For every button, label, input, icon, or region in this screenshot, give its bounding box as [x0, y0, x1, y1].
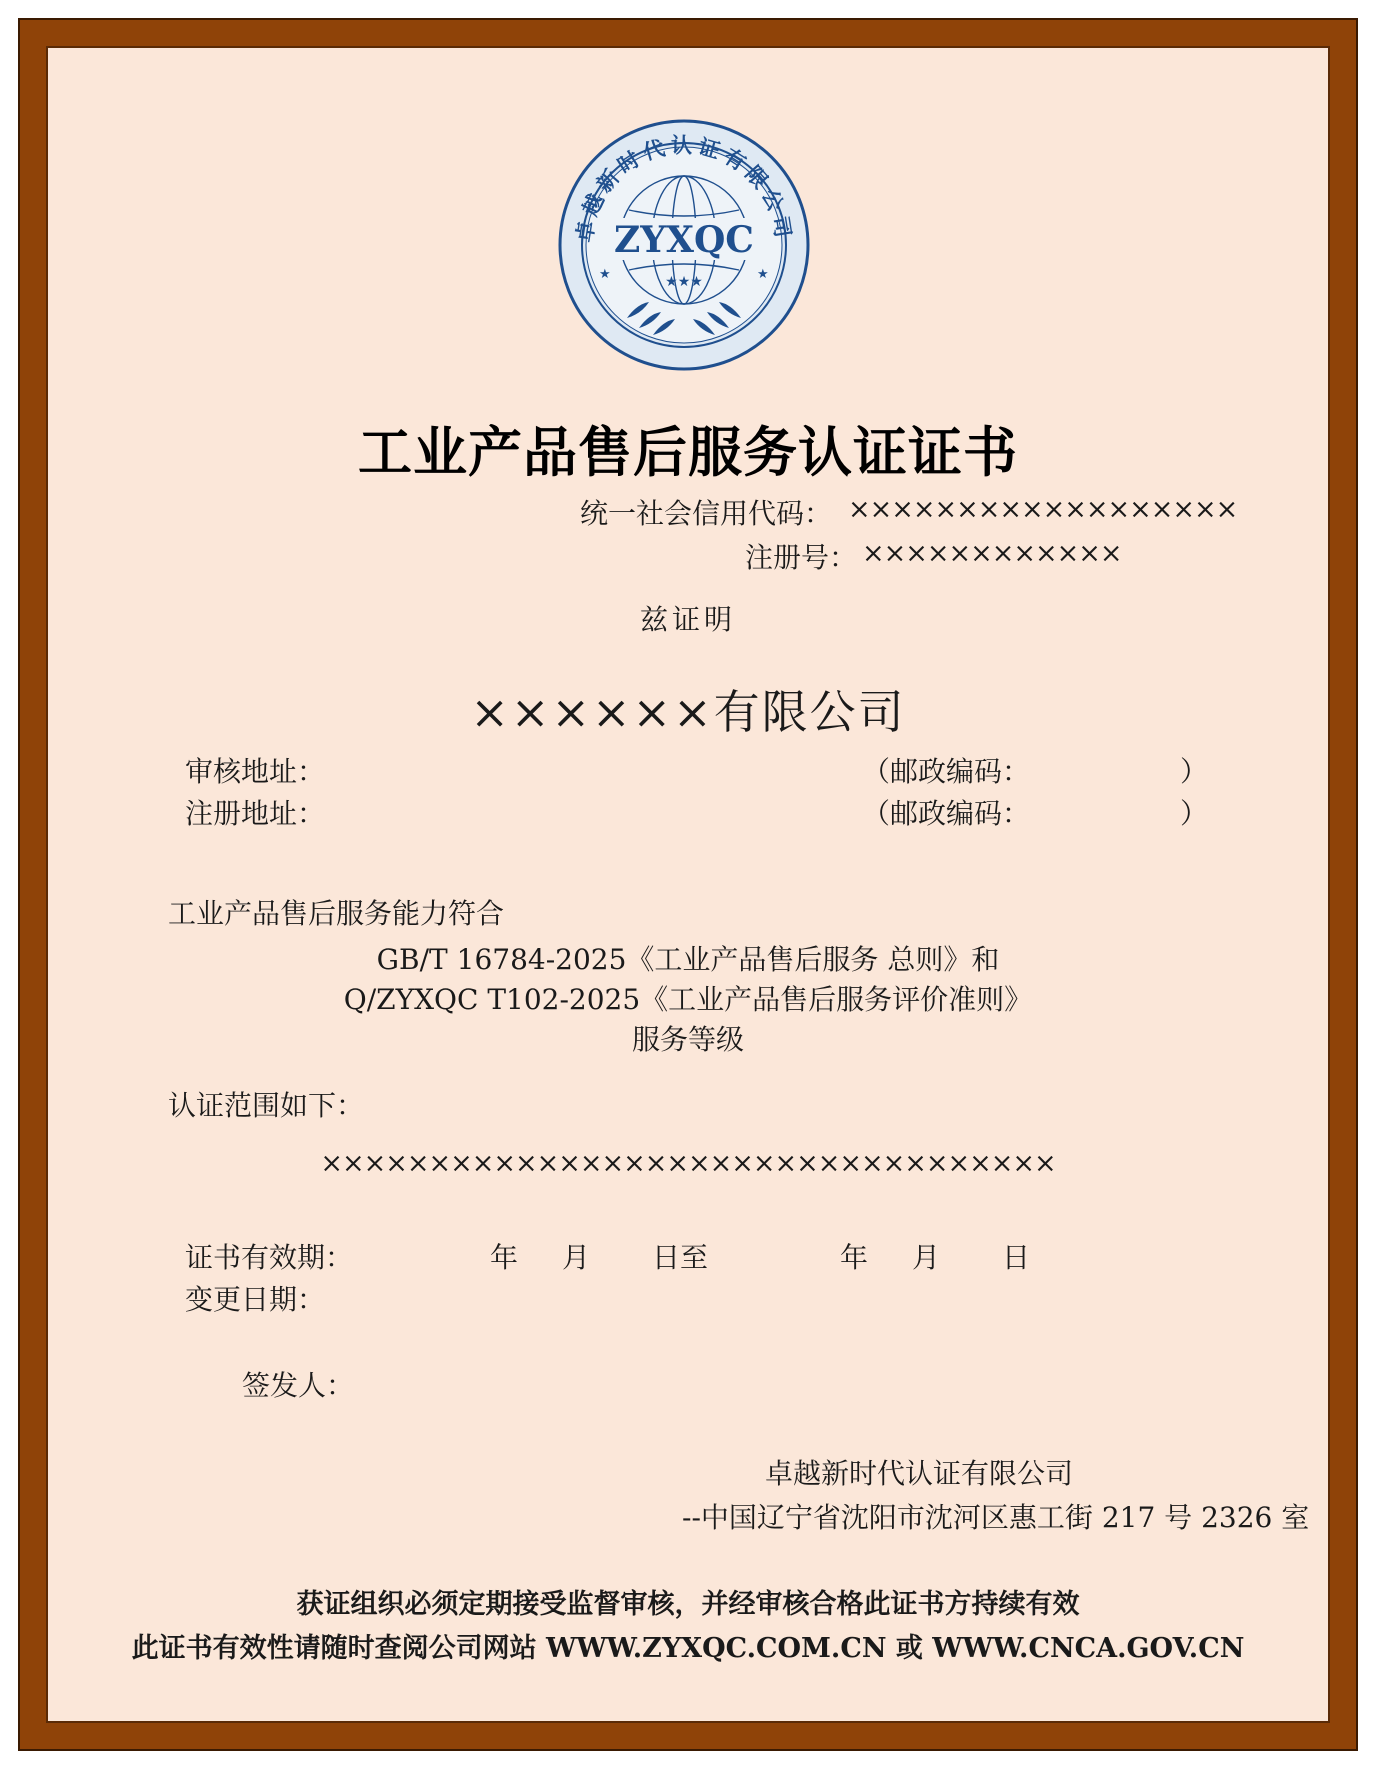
issuing-org-name: 卓越新时代认证有限公司: [765, 1457, 1074, 1490]
svg-text:★★★: ★★★: [665, 274, 703, 290]
reg-postcode-label: （邮政编码：: [862, 797, 1031, 830]
svg-text:★: ★: [599, 267, 611, 282]
reg-no-value: ××××××××××××: [862, 538, 1122, 569]
credit-code-label: 统一社会信用代码：: [580, 497, 833, 530]
scope-label: 认证范围如下：: [168, 1089, 365, 1122]
validity-day-2: 日: [1002, 1241, 1031, 1274]
reg-address-label: 注册地址：: [185, 797, 326, 830]
credit-code-value: ××××××××××××××××××: [848, 494, 1238, 525]
validity-year-2: 年: [840, 1241, 869, 1274]
svg-text:★: ★: [757, 267, 769, 282]
conformity-line-1: 工业产品售后服务能力符合: [168, 897, 505, 930]
validity-month-1: 月: [562, 1241, 591, 1274]
hereby-text: 兹证明: [640, 603, 737, 636]
svg-text:ZYXQC: ZYXQC: [614, 219, 754, 261]
audit-postcode-close: ）: [1180, 755, 1209, 788]
certificate-title: 工业产品售后服务认证证书: [358, 421, 1018, 484]
issuing-org-address: --中国辽宁省沈阳市沈河区惠工街 217 号 2326 室: [682, 1501, 1310, 1534]
reg-no-label: 注册号：: [745, 541, 858, 574]
issuer-label: 签发人：: [242, 1369, 355, 1402]
zyxqc-seal-logo: [557, 118, 811, 372]
notice-supervision: 获证组织必须定期接受监督审核，并经审核合格此证书方持续有效: [296, 1589, 1080, 1620]
conformity-standard-gbt: GB/T 16784-2025《工业产品售后服务 总则》和: [376, 943, 1000, 976]
conformity-standard-qzyxqc: Q/ZYXQC T102-2025《工业产品售后服务评价准则》: [343, 983, 1033, 1016]
scope-value: ××××××××××××××××××××××××××××××××××: [320, 1148, 1056, 1179]
notice-verification-website: 此证书有效性请随时查阅公司网站 WWW.ZYXQC.COM.CN 或 WWW.CNCA.GOV.CN: [131, 1633, 1245, 1664]
svg-text:卓越新时代认证有限公司: 卓越新时代认证有限公司: [571, 132, 797, 244]
validity-label: 证书有效期：: [185, 1241, 354, 1274]
conformity-service-level: 服务等级: [631, 1023, 744, 1056]
audit-address-label: 审核地址：: [185, 755, 326, 788]
company-name: ××××××有限公司: [470, 685, 906, 739]
validity-day-to: 日至: [652, 1241, 709, 1274]
audit-postcode-label: （邮政编码：: [862, 755, 1031, 788]
validity-month-2: 月: [912, 1241, 941, 1274]
change-date-label: 变更日期：: [185, 1283, 326, 1316]
reg-postcode-close: ）: [1180, 797, 1209, 830]
validity-year-1: 年: [490, 1241, 519, 1274]
